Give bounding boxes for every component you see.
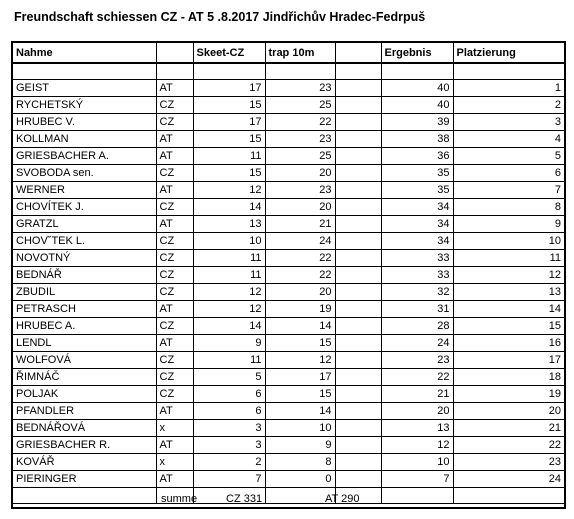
cell-ergebnis: 35 — [381, 181, 453, 198]
cell-ergebnis: 33 — [381, 249, 453, 266]
cell-blank — [335, 368, 381, 385]
cell-name: GRIESBACHER A. — [13, 147, 156, 164]
table-row — [13, 334, 564, 351]
cell-platzierung: 3 — [453, 113, 564, 130]
cell-ergebnis: 36 — [381, 147, 453, 164]
cell-platzierung: 15 — [453, 317, 564, 334]
cell-skeet: 15 — [193, 96, 265, 113]
cell-platzierung: 20 — [453, 402, 564, 419]
cell-trap: 22 — [265, 113, 335, 130]
cell-skeet: 11 — [193, 249, 265, 266]
table-row — [13, 351, 564, 368]
cell-ergebnis: 33 — [381, 266, 453, 283]
cell-skeet: 14 — [193, 198, 265, 215]
cell-ergebnis: 13 — [381, 419, 453, 436]
cell-platzierung: 17 — [453, 351, 564, 368]
cell-name: LENDL — [13, 334, 156, 351]
cell-country: CZ — [156, 283, 193, 300]
cell-blank — [335, 215, 381, 232]
cell-platzierung: 18 — [453, 368, 564, 385]
cell-name: CHOV˘TEK L. — [13, 232, 156, 249]
cell-country: CZ — [156, 113, 193, 130]
cell-trap: 15 — [265, 334, 335, 351]
header-skeet: Skeet-CZ — [193, 43, 265, 63]
cell-skeet: 17 — [193, 113, 265, 130]
cell-country: CZ — [156, 266, 193, 283]
cell-platzierung: 13 — [453, 283, 564, 300]
spacer-row — [13, 63, 564, 79]
cell-trap: 0 — [265, 470, 335, 487]
cell-name: WOLFOVÁ — [13, 351, 156, 368]
cell-ergebnis: 12 — [381, 436, 453, 453]
cell-blank — [335, 198, 381, 215]
cell-trap: 10 — [265, 419, 335, 436]
cell-ergebnis: 24 — [381, 334, 453, 351]
cell-ergebnis: 40 — [381, 96, 453, 113]
cell-name: ZBUDIL — [13, 283, 156, 300]
header-row — [13, 43, 564, 63]
cell-platzierung: 24 — [453, 470, 564, 487]
cell-platzierung: 16 — [453, 334, 564, 351]
cell-country: CZ — [156, 198, 193, 215]
cell-platzierung: 9 — [453, 215, 564, 232]
cell-ergebnis: 7 — [381, 470, 453, 487]
cell-ergebnis: 10 — [381, 453, 453, 470]
cell-trap: 23 — [265, 130, 335, 147]
cell-name: GRIESBACHER R. — [13, 436, 156, 453]
cell-ergebnis: 38 — [381, 130, 453, 147]
cell-blank — [335, 232, 381, 249]
table-row — [13, 470, 564, 487]
cell-country: AT — [156, 300, 193, 317]
cell-skeet: 14 — [193, 317, 265, 334]
table-row — [13, 113, 564, 130]
cell-skeet: 3 — [193, 436, 265, 453]
cell-blank — [335, 249, 381, 266]
cell-name: RYCHETSKÝ — [13, 96, 156, 113]
cell-skeet: 3 — [193, 419, 265, 436]
cell-country: AT — [156, 215, 193, 232]
cell-country: x — [156, 419, 193, 436]
cell-name: SVOBODA sen. — [13, 164, 156, 181]
table-row — [13, 283, 564, 300]
cell-skeet: 12 — [193, 300, 265, 317]
cell-ergebnis: 35 — [381, 164, 453, 181]
cell-blank — [335, 147, 381, 164]
cell-platzierung: 5 — [453, 147, 564, 164]
cell-trap: 21 — [265, 215, 335, 232]
cell-skeet: 9 — [193, 334, 265, 351]
summary-label: summe — [161, 493, 198, 505]
cell-ergebnis: 34 — [381, 215, 453, 232]
cell-country: CZ — [156, 351, 193, 368]
table-row — [13, 198, 564, 215]
cell-skeet: 12 — [193, 181, 265, 198]
table-row — [13, 300, 564, 317]
cell-trap: 20 — [265, 164, 335, 181]
cell-blank — [335, 453, 381, 470]
cell-country: AT — [156, 402, 193, 419]
cell-name: POLJAK — [13, 385, 156, 402]
cell-name: PFANDLER — [13, 402, 156, 419]
cell-ergebnis: 34 — [381, 232, 453, 249]
cell-skeet: 7 — [193, 470, 265, 487]
table-row — [13, 419, 564, 436]
cell-country: AT — [156, 470, 193, 487]
cell-name: NOVOTNÝ — [13, 249, 156, 266]
cell-skeet: 11 — [193, 147, 265, 164]
table-row — [13, 317, 564, 334]
table-row — [13, 436, 564, 453]
cell-platzierung: 11 — [453, 249, 564, 266]
cell-trap: 17 — [265, 368, 335, 385]
cell-country: AT — [156, 130, 193, 147]
document-title: Freundschaft schiessen CZ - AT 5 .8.2017 Jindřichův Hradec-Fedrpuš — [14, 10, 426, 24]
cell-blank — [335, 402, 381, 419]
cell-trap: 23 — [265, 79, 335, 96]
table-row — [13, 79, 564, 96]
cell-trap: 14 — [265, 402, 335, 419]
cell-country: CZ — [156, 385, 193, 402]
cell-trap: 24 — [265, 232, 335, 249]
cell-skeet: 11 — [193, 351, 265, 368]
cell-country: CZ — [156, 232, 193, 249]
cell-name: PETRASCH — [13, 300, 156, 317]
cell-ergebnis: 23 — [381, 351, 453, 368]
results-table — [13, 43, 564, 504]
cell-platzierung: 1 — [453, 79, 564, 96]
cell-blank — [335, 266, 381, 283]
cell-trap: 9 — [265, 436, 335, 453]
cell-skeet: 13 — [193, 215, 265, 232]
cell-platzierung: 21 — [453, 419, 564, 436]
cell-ergebnis: 28 — [381, 317, 453, 334]
cell-blank — [335, 113, 381, 130]
cell-blank — [335, 385, 381, 402]
cell-skeet: 6 — [193, 402, 265, 419]
cell-blank — [335, 470, 381, 487]
header-ergebnis: Ergebnis — [381, 43, 453, 63]
cell-blank — [335, 181, 381, 198]
cell-platzierung: 6 — [453, 164, 564, 181]
cell-platzierung: 14 — [453, 300, 564, 317]
header-platzierung: Platzierung — [453, 43, 564, 63]
cell-country: AT — [156, 436, 193, 453]
cell-country: AT — [156, 181, 193, 198]
cell-name: BEDNÁŘOVÁ — [13, 419, 156, 436]
cell-name: HRUBEC A. — [13, 317, 156, 334]
cell-name: KOVÁŘ — [13, 453, 156, 470]
cell-name: ŘIMNÁČ — [13, 368, 156, 385]
cell-ergebnis: 34 — [381, 198, 453, 215]
cell-skeet: 2 — [193, 453, 265, 470]
cell-blank — [335, 130, 381, 147]
cell-ergebnis: 40 — [381, 79, 453, 96]
cell-platzierung: 7 — [453, 181, 564, 198]
header-name: Nahme — [13, 43, 156, 63]
cell-blank — [335, 164, 381, 181]
cell-ergebnis: 21 — [381, 385, 453, 402]
cell-name: HRUBEC V. — [13, 113, 156, 130]
table-row — [13, 215, 564, 232]
table-row — [13, 181, 564, 198]
cell-blank — [335, 300, 381, 317]
cell-country: x — [156, 453, 193, 470]
table-row — [13, 232, 564, 249]
cell-platzierung: 4 — [453, 130, 564, 147]
cell-blank — [335, 283, 381, 300]
cell-skeet: 15 — [193, 130, 265, 147]
cell-ergebnis: 22 — [381, 368, 453, 385]
cell-platzierung: 12 — [453, 266, 564, 283]
cell-platzierung: 2 — [453, 96, 564, 113]
cell-trap: 12 — [265, 351, 335, 368]
cell-skeet: 11 — [193, 266, 265, 283]
cell-ergebnis: 32 — [381, 283, 453, 300]
cell-platzierung: 10 — [453, 232, 564, 249]
cell-blank — [335, 419, 381, 436]
cell-skeet: 10 — [193, 232, 265, 249]
results-sheet — [11, 41, 566, 509]
table-row — [13, 402, 564, 419]
cell-skeet: 17 — [193, 79, 265, 96]
cell-name: WERNER — [13, 181, 156, 198]
header-trap: trap 10m — [265, 43, 335, 63]
cell-blank — [335, 96, 381, 113]
cell-name: KOLLMAN — [13, 130, 156, 147]
cell-blank — [335, 351, 381, 368]
cell-blank — [335, 317, 381, 334]
header-country — [156, 43, 193, 63]
table-row — [13, 96, 564, 113]
cell-platzierung: 23 — [453, 453, 564, 470]
table-row — [13, 266, 564, 283]
cell-platzierung: 8 — [453, 198, 564, 215]
cell-trap: 22 — [265, 249, 335, 266]
cell-trap: 20 — [265, 283, 335, 300]
cell-skeet: 5 — [193, 368, 265, 385]
cell-platzierung: 19 — [453, 385, 564, 402]
summary-at: AT 290 — [325, 493, 360, 505]
cell-country: CZ — [156, 96, 193, 113]
cell-platzierung: 22 — [453, 436, 564, 453]
cell-country: CZ — [156, 368, 193, 385]
cell-name: GEIST — [13, 79, 156, 96]
table-row — [13, 453, 564, 470]
cell-ergebnis: 39 — [381, 113, 453, 130]
cell-blank — [335, 79, 381, 96]
cell-skeet: 6 — [193, 385, 265, 402]
table-row — [13, 147, 564, 164]
cell-ergebnis: 31 — [381, 300, 453, 317]
cell-trap: 20 — [265, 198, 335, 215]
summary-cz: CZ 331 — [226, 493, 263, 505]
table-row — [13, 130, 564, 147]
table-row — [13, 249, 564, 266]
cell-name: PIERINGER — [13, 470, 156, 487]
cell-country: AT — [156, 147, 193, 164]
cell-country: AT — [156, 79, 193, 96]
spacer-row — [13, 487, 564, 503]
cell-blank — [335, 436, 381, 453]
cell-country: CZ — [156, 249, 193, 266]
cell-name: GRATZL — [13, 215, 156, 232]
cell-country: CZ — [156, 164, 193, 181]
cell-name: CHOVÍTEK J. — [13, 198, 156, 215]
cell-skeet: 12 — [193, 283, 265, 300]
cell-trap: 8 — [265, 453, 335, 470]
cell-ergebnis: 20 — [381, 402, 453, 419]
cell-blank — [335, 334, 381, 351]
cell-country: CZ — [156, 317, 193, 334]
cell-name: BEDNÁŘ — [13, 266, 156, 283]
table-row — [13, 385, 564, 402]
table-row — [13, 164, 564, 181]
cell-trap: 22 — [265, 266, 335, 283]
cell-trap: 19 — [265, 300, 335, 317]
cell-trap: 15 — [265, 385, 335, 402]
cell-trap: 25 — [265, 147, 335, 164]
cell-trap: 25 — [265, 96, 335, 113]
cell-skeet: 15 — [193, 164, 265, 181]
cell-trap: 23 — [265, 181, 335, 198]
table-row — [13, 368, 564, 385]
header-blank — [335, 43, 381, 63]
cell-trap: 14 — [265, 317, 335, 334]
cell-country: AT — [156, 334, 193, 351]
